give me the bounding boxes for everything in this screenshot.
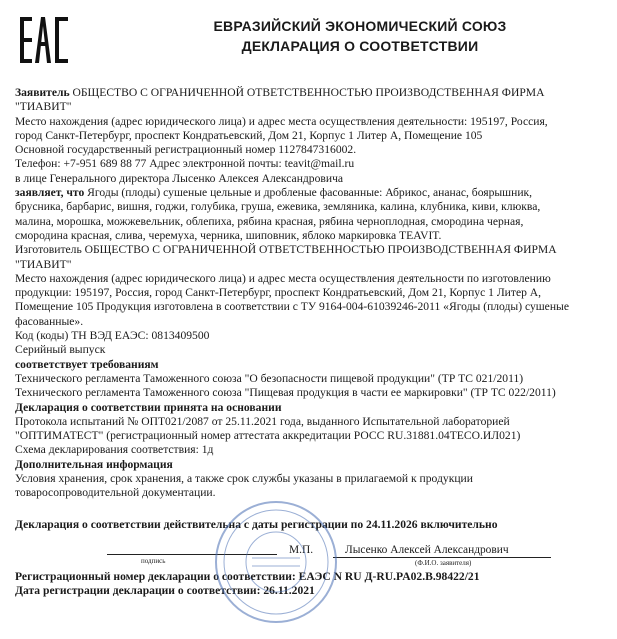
body-line-bold: соответствует требованиям [15, 357, 159, 371]
body-line [15, 429, 605, 443]
body-line [15, 172, 605, 186]
body-line-text: Код (коды) ТН ВЭД ЕАЭС: 0813409500 [15, 329, 210, 343]
body-line [15, 472, 605, 486]
body-line [15, 258, 605, 272]
body-line-text: "ТИАВИТ" [15, 100, 72, 114]
body-line [15, 443, 605, 457]
body-line [15, 129, 605, 143]
signature-caption: подпись [141, 557, 166, 565]
body-line [15, 458, 605, 472]
body-line-text: фасованные». [15, 314, 84, 328]
registration-date: Дата регистрации декларации о соответствии: 26.11.2021 [15, 584, 315, 597]
body-line-bold: Заявитель [15, 86, 70, 99]
body-line-text: Технического регламента Таможенного союза "О безопасности пищевой продукции" (ТР ТС 021/2011) [15, 371, 524, 385]
body-line-text: товаросопроводительной документации. [15, 486, 216, 500]
body-line-text: Протокола испытаний № ОПТ021/2087 от 25.11.2021 года, выданного Испытательной лабораторией [15, 414, 510, 428]
signer-name: Лысенко Алексей Александрович [345, 544, 509, 556]
body-line-text: продукции: 195197, Россия, город Санкт-Петербург, проспект Кондратьевский, Дом 21, Корпус 1 Литер А, [15, 286, 542, 300]
body-line [15, 401, 605, 415]
body-line-bold: заявляет, что [15, 186, 85, 200]
declaration-body [15, 86, 605, 501]
body-line [15, 115, 605, 129]
body-line [15, 100, 605, 114]
body-line [15, 415, 605, 429]
body-line-text: "ТИАВИТ" [15, 257, 72, 271]
body-line [15, 315, 605, 329]
body-line-text: Основной государственный регистрационный номер 1127847316002. [15, 143, 357, 157]
body-line-bold: Декларация о соответствии принята на основании [15, 400, 282, 414]
body-line [15, 229, 605, 243]
body-line-text: малина, морошка, можжевельник, облепиха, рябина красная, рябина черноплодная, смородина черная, [15, 214, 524, 228]
body-line [15, 215, 605, 229]
body-line [15, 243, 605, 257]
body-line-text: Ягоды (плоды) сушеные цельные и дробленые фасованные: Абрикос, ананас, боярышник, [84, 186, 533, 200]
header-title: ДЕКЛАРАЦИЯ О СООТВЕТСТВИИ [241, 38, 479, 54]
body-line-text: смородина красная, слива, черемуха, черника, шиповник, яблоко маркировка TEAVIT. [15, 228, 442, 242]
body-line [15, 372, 605, 386]
registration-number: Регистрационный номер декларации о соответствии: ЕАЭС N RU Д-RU.PA02.В.98422/21 [15, 570, 480, 583]
body-line [15, 386, 605, 400]
body-line [15, 286, 605, 300]
body-line-text: Изготовитель ОБЩЕСТВО С ОГРАНИЧЕННОЙ ОТВЕТСТВЕННОСТЬЮ ПРОИЗВОДСТВЕННАЯ ФИРМА [15, 243, 557, 257]
body-line-text: Технического регламента Таможенного союза "Пищевая продукция в части ее маркировки" (ТР ТС 022/2011) [15, 386, 556, 400]
validity-line: Декларация о соответствии действительна с даты регистрации по 24.11.2026 включительно [15, 518, 498, 531]
body-line-text: ОБЩЕСТВО С ОГРАНИЧЕННОЙ ОТВЕТСТВЕННОСТЬЮ ПРОИЗВОДСТВЕННАЯ ФИРМА [69, 86, 545, 99]
body-line-text: Место нахождения (адрес юридического лица) и адрес места осуществления деятельности: 195197, Россия, [15, 114, 548, 128]
body-line-text: Серийный выпуск [15, 343, 106, 357]
body-line [15, 186, 605, 200]
body-line-text: город Санкт-Петербург, проспект Кондратьевский, Дом 21, Корпус 1 Литер А, Помещение 105 [15, 128, 483, 142]
body-line [15, 343, 605, 357]
body-line-text: брусника, барбарис, вишня, годжи, голубика, груша, ежевика, земляника, калина, клубника, киви, клюква, [15, 200, 541, 214]
document-header [150, 16, 570, 56]
header-union: ЕВРАЗИЙСКИЙ ЭКОНОМИЧЕСКИЙ СОЮЗ [213, 18, 507, 34]
body-line [15, 157, 605, 171]
body-line [15, 329, 605, 343]
fio-caption: (Ф.И.О. заявителя) [415, 559, 472, 567]
body-line-text: Схема декларирования соответствия: 1д [15, 443, 214, 457]
body-line [15, 272, 605, 286]
body-line [15, 86, 605, 100]
official-stamp [212, 498, 340, 626]
body-line-text: в лице Генерального директора Лысенко Алексея Александровича [15, 171, 344, 185]
stamp-place-label: М.П. [289, 544, 314, 556]
name-line [333, 557, 551, 558]
body-line-text: Помещение 105 Продукция изготовлена в соответствии с ТУ 9164-004-61039246-2011 «Ягоды (плоды) сушеные [15, 300, 569, 314]
body-line [15, 143, 605, 157]
body-line [15, 300, 605, 314]
body-line-text: "ОПТИМАТЕСТ" (регистрационный номер аттестата аккредитации РОСС RU.31881.04ТЕСО.ИЛ021) [15, 429, 521, 443]
eac-logo [18, 14, 70, 66]
body-line-text: Условия хранения, срок хранения, а также срок службы указаны в прилагаемой к продукции [15, 472, 473, 486]
body-line [15, 200, 605, 214]
body-line [15, 358, 605, 372]
body-line-bold: Дополнительная информация [15, 457, 173, 471]
body-line-text: Телефон: +7-951 689 88 77 Адрес электронной почты: teavit@mail.ru [15, 157, 355, 171]
body-line-text: Место нахождения (адрес юридического лица) и адрес места осуществления деятельности по изготовлению [15, 271, 551, 285]
